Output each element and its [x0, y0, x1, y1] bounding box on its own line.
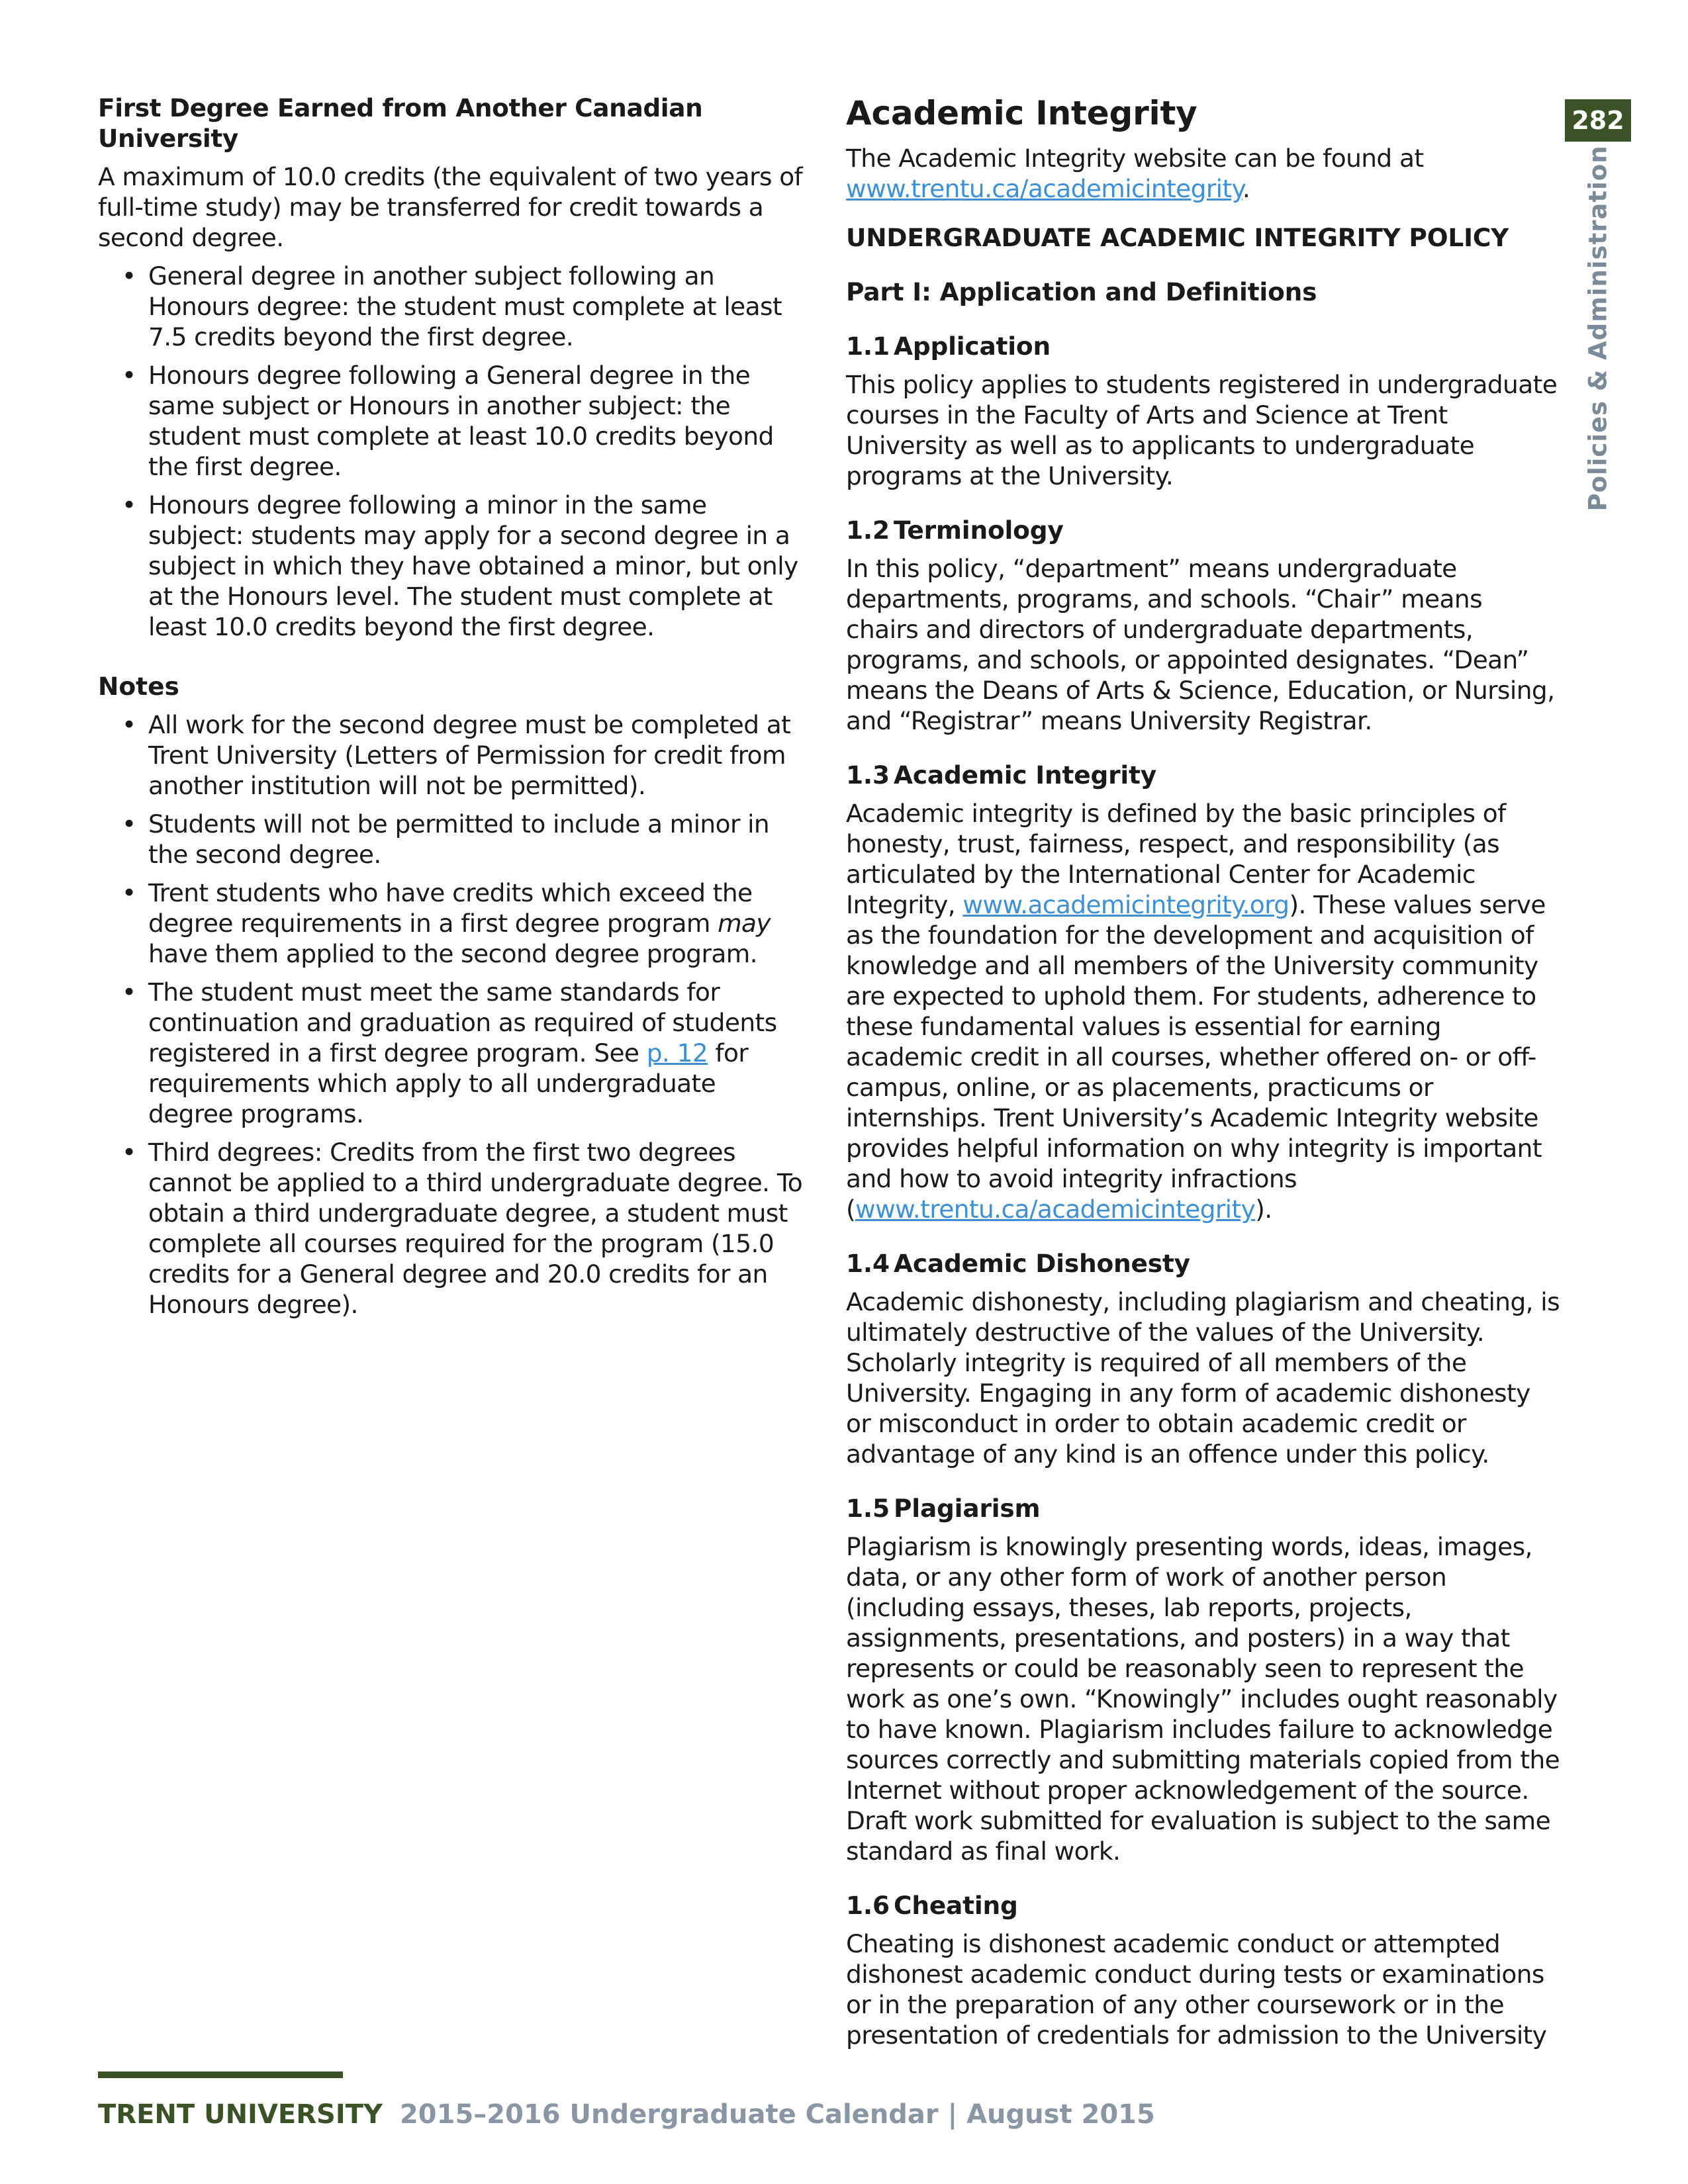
list-item: • Trent students who have credits which exceed the degree requirements in a first degree program may have them applied to the second degree program.: [122, 878, 771, 968]
website-paragraph: The Academic Integrity website can be found at www.trentu.ca/academicintegrity.: [846, 144, 1424, 203]
footer-calendar: 2015–2016 Undergraduate Calendar | August 2015: [399, 2099, 1155, 2130]
section-text-1-1: This policy applies to students registered in undergraduate courses in the Faculty of Arts and Science at Trent University as well as to applicants to undergraduate programs at the University.: [846, 370, 1558, 490]
bullet-icon: •: [122, 261, 136, 291]
bullet-icon: •: [122, 1138, 136, 1167]
bullet-icon: •: [122, 361, 136, 390]
notes-list: [98, 709, 806, 1320]
academic-integrity-website-link-2[interactable]: www.trentu.ca/academicintegrity: [855, 1195, 1256, 1224]
bullet-icon: •: [122, 490, 136, 520]
academic-integrity-website-link[interactable]: www.trentu.ca/academicintegrity: [846, 174, 1243, 203]
left-column: [98, 93, 806, 1328]
footer-university: TRENT UNIVERSITY: [98, 2099, 383, 2130]
section-text-1-4: Academic dishonesty, including plagiarism and cheating, is ultimately destructive of the values of the University. Scholarly integrity is required of all members of the University. Engaging in any form of academic dishonesty or misconduct in order to obtain academic credit or advantage of any kind is an offence under this policy.: [846, 1287, 1560, 1469]
bullet-icon: •: [122, 978, 136, 1007]
list-item: • Students will not be permitted to include a minor in the second degree.: [122, 809, 770, 869]
intro-paragraph: A maximum of 10.0 credits (the equivalent of two years of full-time study) may be transferred for credit towards a second degree.: [98, 162, 803, 252]
page-12-link[interactable]: p. 12: [646, 1038, 708, 1068]
page-title: Academic Integrity: [846, 94, 1197, 132]
section-heading-1-4: 1.4 Academic Dishonesty: [846, 1249, 1190, 1278]
degree-options-list: [98, 261, 806, 642]
list-item: • Honours degree following a General degree in the same subject or Honours in another subject: the student must complete at least 10.0 credits beyond the first degree.: [122, 361, 774, 481]
list-item: • All work for the second degree must be completed at Trent University (Letters of Permission for credit from another institution will not be permitted).: [122, 710, 791, 800]
bullet-icon: •: [122, 809, 136, 839]
section-text-1-5: Plagiarism is knowingly presenting words, ideas, images, data, or any other form of work of another person (including essays, theses, lab reports, projects, assignments, presentations, and posters) in a way that represents or could be reasonably seen to represent the work as one’s own. “Knowingly” includes ought reasonably to have known. Plagiarism includes failure to acknowledge sources correctly and submitting materials copied from the Internet without proper acknowledgement of the source. Draft work submitted for evaluation is subject to the same standard as final work.: [846, 1532, 1560, 1866]
section-heading-1-6: 1.6 Cheating: [846, 1891, 1018, 1920]
section-heading-first-degree: First Degree Earned from Another Canadian University: [98, 93, 703, 153]
section-text-1-6: Cheating is dishonest academic conduct or attempted dishonest academic conduct during tests or examinations or in the preparation of any other coursework or in the presentation of credentials for admission to the University: [846, 1929, 1547, 2050]
section-heading-1-3: 1.3 Academic Integrity: [846, 760, 1157, 790]
section-heading-1-1: 1.1 Application: [846, 332, 1051, 361]
list-item: • The student must meet the same standards for continuation and graduation as required of students registered in a first degree program. See p. 12 for requirements which apply to all undergraduate degree programs.: [122, 978, 777, 1128]
policy-heading: UNDERGRADUATE ACADEMIC INTEGRITY POLICY: [846, 223, 1509, 252]
bullet-icon: •: [122, 710, 136, 739]
part-heading: Part I: Application and Definitions: [846, 277, 1317, 306]
footer: [98, 2098, 1155, 2131]
section-heading-1-5: 1.5 Plagiarism: [846, 1494, 1041, 1523]
section-text-1-3: Academic integrity is defined by the basic principles of honesty, trust, fairness, respect, and responsibility (as articulated by the International Center for Academic Integrity, www.academicintegrity.org). These values serve as the foundation for the development and acquisition of knowledge and all members of the University community are expected to uphold them. For students, adherence to these fundamental values is essential for earning academic credit in all courses, whether offered on- or off-campus, online, or as placements, practicums or internships. Trent University’s Academic Integrity website provides helpful information on why integrity is important and how to avoid integrity infractions (www.trentu.ca/academicintegrity).: [846, 799, 1546, 1224]
page-number-badge: 282: [1565, 99, 1631, 142]
list-item: • Third degrees: Credits from the first two degrees cannot be applied to a third undergraduate degree. To obtain a third undergraduate degree, a student must complete all courses required for the program (15.0 credits for a General degree and 20.0 credits for an Honours degree).: [122, 1138, 803, 1319]
list-item: • General degree in another subject following an Honours degree: the student must complete at least 7.5 credits beyond the first degree.: [122, 261, 782, 351]
section-heading-1-2: 1.2 Terminology: [846, 516, 1064, 545]
notes-heading: Notes: [98, 672, 179, 701]
right-column: [846, 93, 1561, 2050]
section-side-label: Policies & Administration: [1583, 145, 1613, 512]
footer-accent-bar: [98, 2071, 343, 2078]
section-text-1-2: In this policy, “department” means undergraduate departments, programs, and schools. “Chair” means chairs and directors of undergraduate departments, programs, and schools, or appointed designates. “Dean” means the Deans of Arts & Science, Education, or Nursing, and “Registrar” means University Registrar.: [846, 554, 1555, 735]
icai-website-link[interactable]: www.academicintegrity.org: [962, 890, 1289, 919]
list-item: • Honours degree following a minor in the same subject: students may apply for a second degree in a subject in which they have obtained a minor, but only at the Honours level. The student must complete at least 10.0 credits beyond the first degree.: [122, 490, 798, 641]
bullet-icon: •: [122, 878, 136, 907]
